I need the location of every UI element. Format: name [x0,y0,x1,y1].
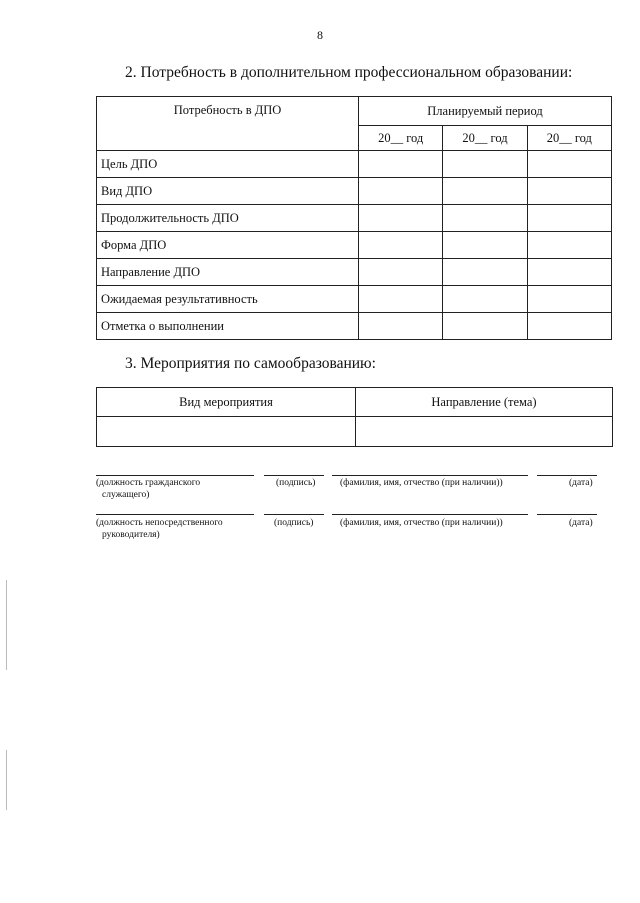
row-label-duration: Продолжительность ДПО [97,205,359,232]
dpo-needs-table [96,96,612,340]
name-caption: (фамилия, имя, отчество (при наличии)) [340,518,503,528]
table-cell[interactable] [443,313,527,340]
name-line[interactable] [332,475,528,476]
table-cell[interactable] [527,178,611,205]
table-cell[interactable] [527,259,611,286]
table-row [97,205,612,232]
table-cell[interactable] [359,205,443,232]
row-label-type: Вид ДПО [97,178,359,205]
table-cell[interactable] [359,232,443,259]
table-cell[interactable] [359,259,443,286]
table-cell[interactable] [527,232,611,259]
table-cell[interactable] [359,313,443,340]
page-number: 8 [317,28,323,42]
row-label-direction: Направление ДПО [97,259,359,286]
position-caption: (должность непосредственного [96,518,223,528]
section-3-title: 3. Мероприятия по самообразованию: [125,355,376,372]
event-type-header: Вид мероприятия [97,388,356,417]
table-cell[interactable] [527,286,611,313]
date-caption: (дата) [569,478,593,488]
table-cell[interactable] [527,151,611,178]
year-header-2: 20__ год [443,126,527,151]
row-label-expected-result: Ожидаемая результативность [97,286,359,313]
table-cell[interactable] [443,259,527,286]
table-cell[interactable] [527,313,611,340]
table-cell[interactable] [443,205,527,232]
scan-margin-mark [6,750,7,810]
position-caption-line2: служащего) [102,490,150,500]
table-cell[interactable] [359,151,443,178]
signature-caption: (подпись) [274,518,314,528]
table-cell[interactable] [527,205,611,232]
position-line[interactable] [96,514,254,515]
table-row [97,232,612,259]
position-line[interactable] [96,475,254,476]
table-cell[interactable] [443,151,527,178]
signature-line[interactable] [264,514,324,515]
position-caption: (должность гражданского [96,478,201,488]
year-header-3: 20__ год [527,126,611,151]
row-label-form: Форма ДПО [97,232,359,259]
year-header-1: 20__ год [359,126,443,151]
table-row [97,259,612,286]
table-cell[interactable] [359,286,443,313]
table-row [97,313,612,340]
scan-margin-mark [6,580,7,670]
date-caption: (дата) [569,518,593,528]
dpo-need-column-header: Потребность в ДПО [97,97,359,151]
table-cell[interactable] [443,178,527,205]
table-row [97,286,612,313]
date-line[interactable] [537,475,597,476]
table-row [97,417,613,447]
event-topic-header: Направление (тема) [356,388,613,417]
table-cell[interactable] [97,417,356,447]
table-cell[interactable] [443,232,527,259]
table-cell[interactable] [359,178,443,205]
signature-line[interactable] [264,475,324,476]
row-label-goal: Цель ДПО [97,151,359,178]
table-row [97,151,612,178]
position-caption-line2: руководителя) [102,530,160,540]
name-line[interactable] [332,514,528,515]
table-cell[interactable] [356,417,613,447]
section-2-title: 2. Потребность в дополнительном профессиональном образовании: [125,64,573,81]
self-education-table [96,387,613,447]
planned-period-header: Планируемый период [359,97,612,126]
row-label-completion-mark: Отметка о выполнении [97,313,359,340]
name-caption: (фамилия, имя, отчество (при наличии)) [340,478,503,488]
date-line[interactable] [537,514,597,515]
table-row [97,178,612,205]
table-cell[interactable] [443,286,527,313]
signature-caption: (подпись) [276,478,316,488]
